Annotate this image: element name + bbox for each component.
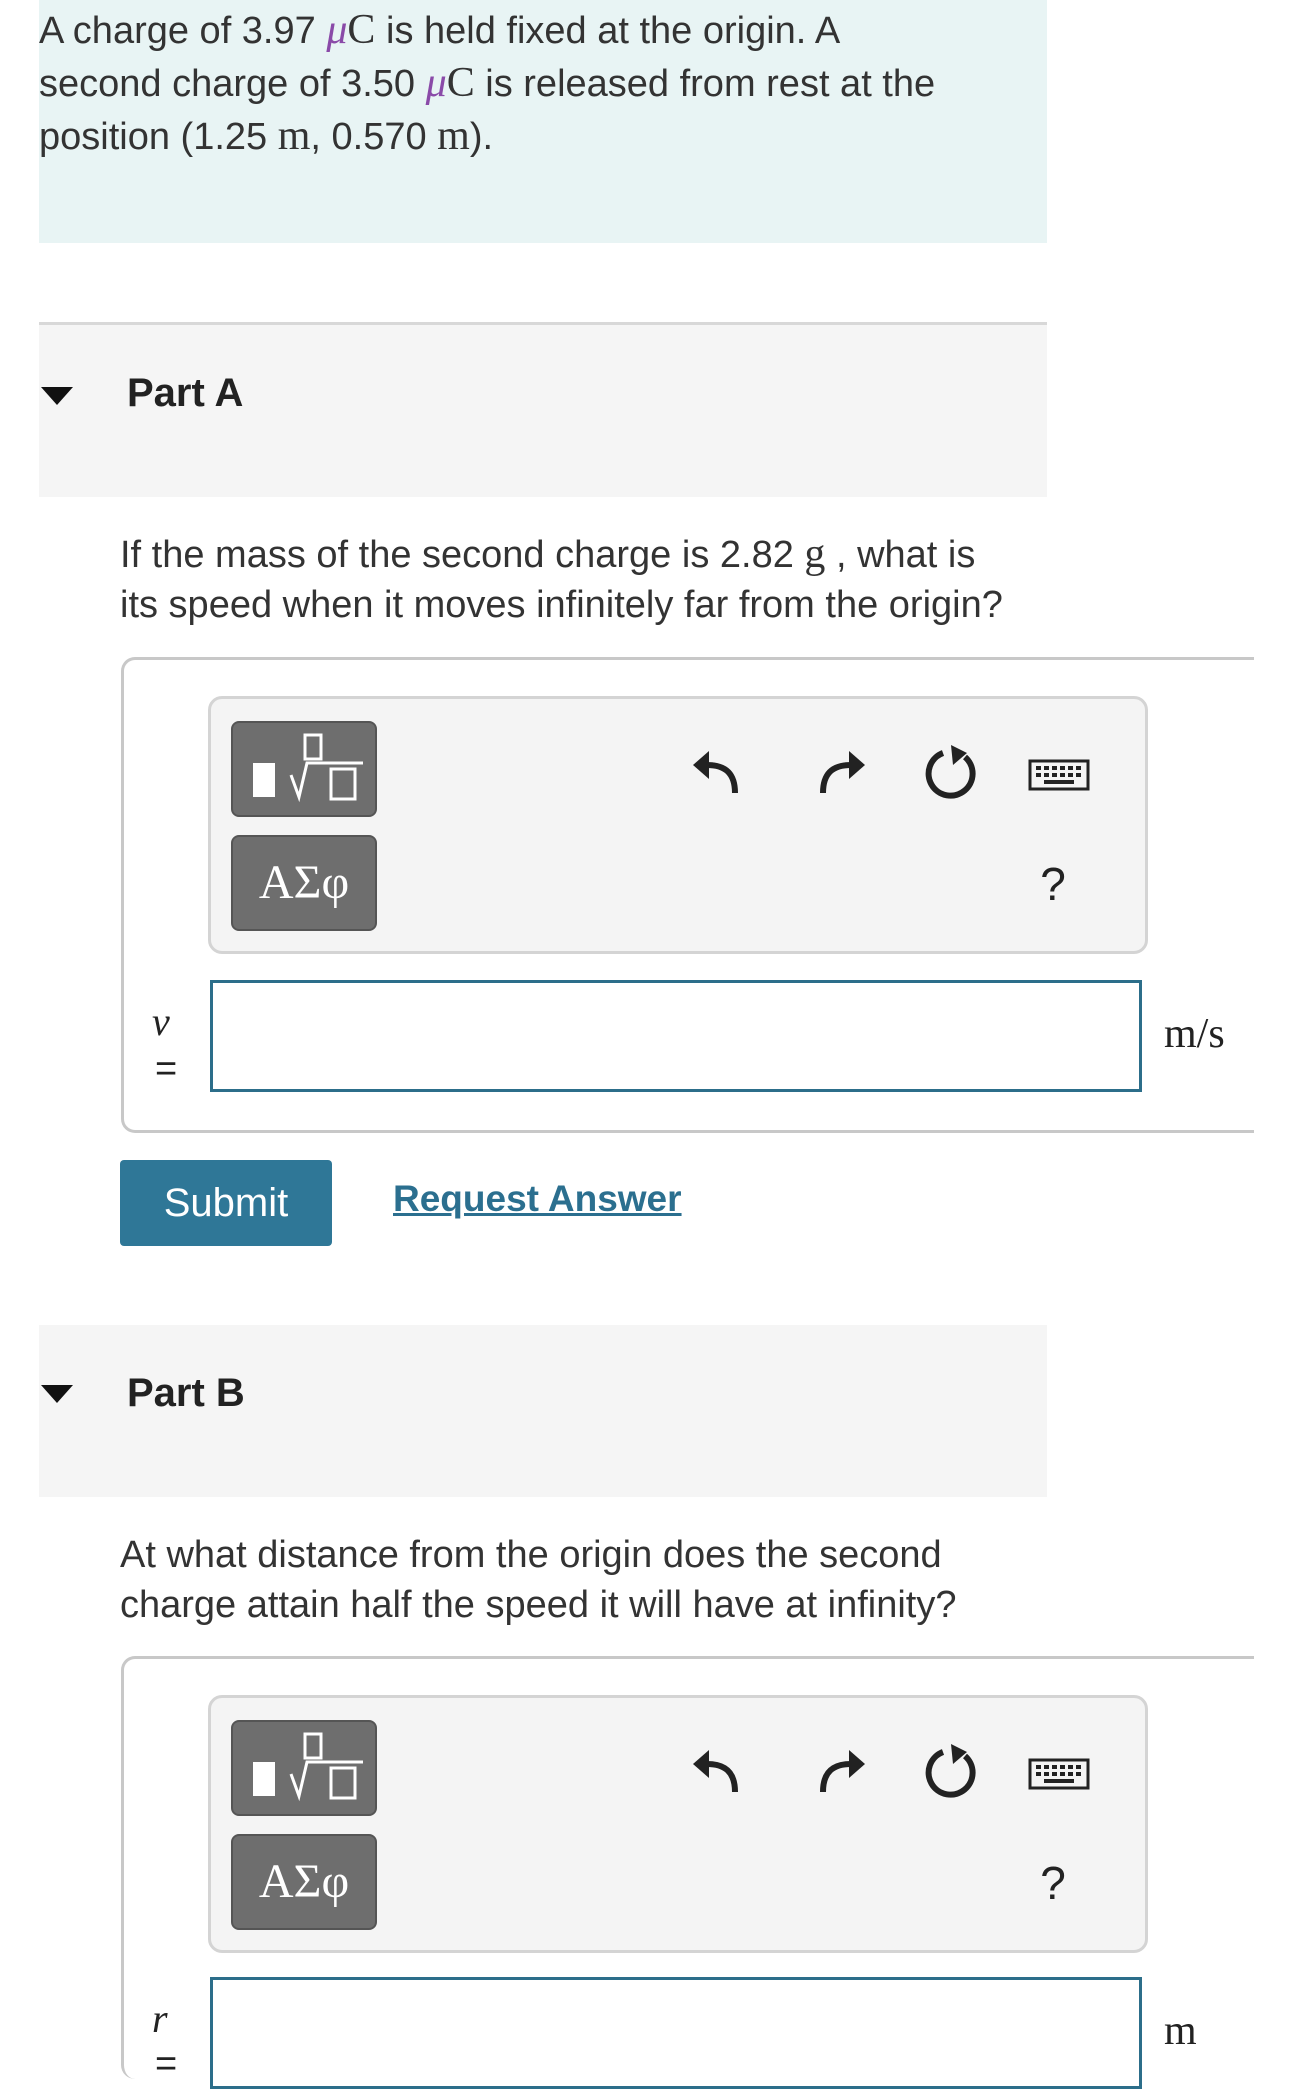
part-b-title: Part B: [127, 1371, 245, 1415]
part-a-answer-area: [121, 657, 1254, 1133]
part-b-answer-area: [121, 1656, 1254, 2085]
part-a-title: Part A: [127, 371, 244, 415]
help-button[interactable]: ?: [1040, 1857, 1066, 1909]
part-b-question: At what distance from the origin does the second charge attain half the speed it will have at infinity?: [120, 1534, 957, 1626]
part-a-header[interactable]: [39, 322, 1047, 497]
keyboard-icon[interactable]: [1027, 743, 1091, 803]
equals-sign: =: [155, 1048, 178, 1090]
redo-icon[interactable]: [809, 743, 869, 803]
answer-input[interactable]: [210, 1977, 1142, 2089]
undo-icon[interactable]: [689, 743, 749, 803]
collapse-caret-icon[interactable]: [41, 387, 73, 405]
reset-icon[interactable]: [921, 743, 981, 803]
variable-label: r: [152, 1996, 168, 2041]
problem-text: A charge of 3.97 μC is held fixed at the origin. A second charge of 3.50 μC is released from rest at the position (1.25 m, 0.570 m).: [39, 7, 936, 159]
submit-button[interactable]: Submit: [120, 1160, 332, 1246]
request-answer-link[interactable]: Request Answer: [393, 1178, 682, 1219]
templates-icon: [233, 723, 375, 815]
math-toolbar: [208, 696, 1148, 954]
undo-icon[interactable]: [689, 1742, 749, 1802]
help-button[interactable]: ?: [1040, 858, 1066, 910]
problem-statement: [39, 0, 1047, 243]
answer-input[interactable]: [210, 980, 1142, 1092]
part-b-header[interactable]: [39, 1325, 1047, 1497]
reset-icon[interactable]: [921, 1742, 981, 1802]
keyboard-icon[interactable]: [1027, 1742, 1091, 1802]
templates-icon: [233, 1722, 375, 1814]
equals-sign: =: [155, 2043, 178, 2085]
math-toolbar: [208, 1695, 1148, 1953]
redo-icon[interactable]: [809, 1742, 869, 1802]
templates-button[interactable]: [231, 721, 377, 817]
templates-button[interactable]: [231, 1720, 377, 1816]
symbols-button[interactable]: ΑΣφ: [231, 1834, 377, 1930]
collapse-caret-icon[interactable]: [41, 1385, 73, 1403]
part-a-question: If the mass of the second charge is 2.82 g , what is its speed when it moves infinitely far from the origin?: [120, 531, 1003, 626]
symbols-button[interactable]: ΑΣφ: [231, 835, 377, 931]
units-label: m: [1164, 2008, 1197, 2054]
variable-label: v: [152, 999, 170, 1044]
units-label: m/s: [1164, 1011, 1225, 1057]
